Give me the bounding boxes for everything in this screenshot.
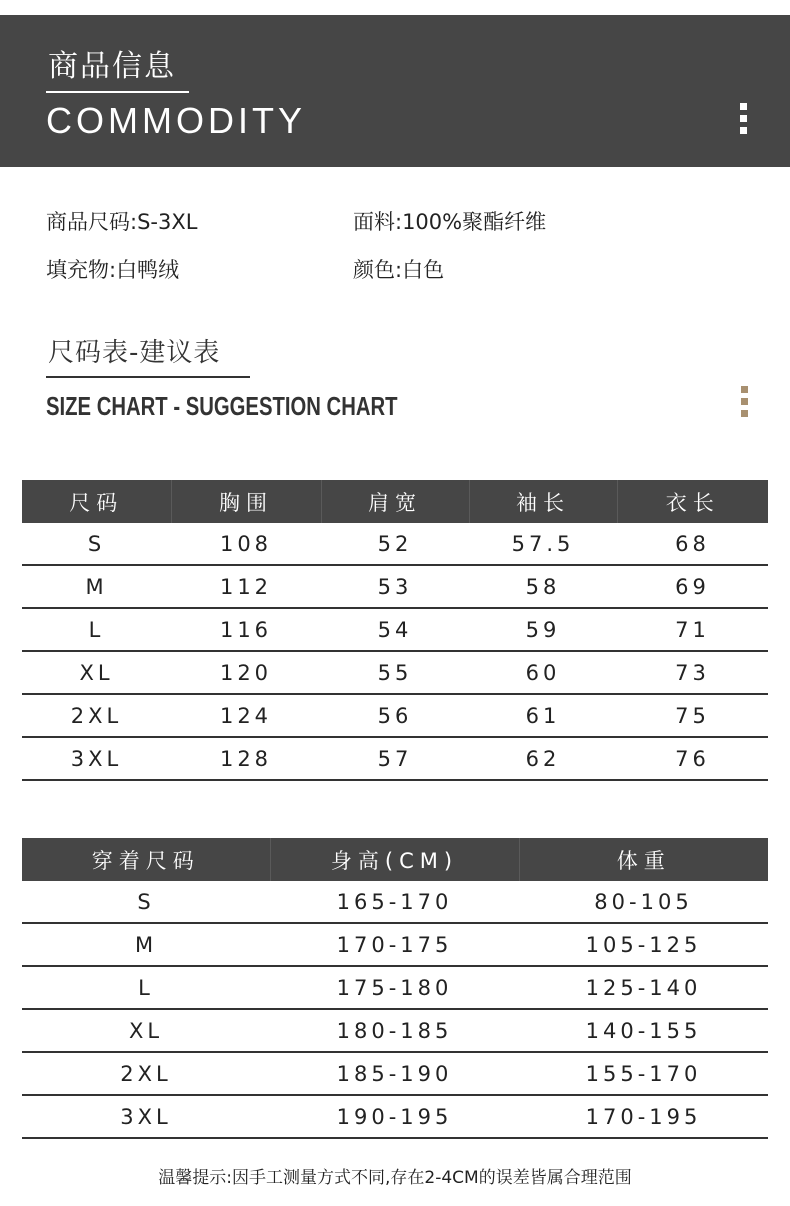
table-cell: 165-170 — [270, 881, 519, 923]
table-cell: 55 — [321, 651, 469, 694]
table-cell: 116 — [171, 608, 321, 651]
footnote: 温馨提示:因手工测量方式不同,存在2-4CM的误差皆属合理范围 — [158, 1168, 632, 1188]
table-cell: 180-185 — [270, 1009, 519, 1052]
table-cell: 170-175 — [270, 923, 519, 966]
table-cell: 69 — [617, 565, 768, 608]
table-cell: 112 — [171, 565, 321, 608]
table-row — [22, 737, 768, 780]
size-section-title-en: SIZE CHART - SUGGESTION CHART — [46, 391, 398, 421]
table-cell: 56 — [321, 694, 469, 737]
size-table-header: 胸围 — [171, 480, 321, 523]
size-section-divider — [46, 376, 250, 378]
header-banner — [0, 15, 790, 167]
table-cell: 2XL — [22, 1052, 270, 1095]
table-cell: 3XL — [22, 1095, 270, 1138]
table-row — [22, 1052, 768, 1095]
header-title-cn: 商品信息 — [48, 49, 176, 84]
table-cell: 73 — [617, 651, 768, 694]
table-cell: 155-170 — [519, 1052, 768, 1095]
fit-table-header-row — [22, 838, 768, 881]
table-cell: 75 — [617, 694, 768, 737]
table-cell: 59 — [469, 608, 617, 651]
table-cell: 124 — [171, 694, 321, 737]
vertical-dots-icon — [740, 103, 747, 139]
table-cell: M — [22, 923, 270, 966]
table-row — [22, 923, 768, 966]
table-cell: 57.5 — [469, 523, 617, 565]
table-cell: XL — [22, 651, 171, 694]
info-size: 商品尺码:S-3XL — [46, 210, 198, 234]
table-cell: 54 — [321, 608, 469, 651]
table-cell: 190-195 — [270, 1095, 519, 1138]
table-cell: 80-105 — [519, 881, 768, 923]
table-cell: 2XL — [22, 694, 171, 737]
size-section-title-cn: 尺码表-建议表 — [48, 338, 221, 368]
table-cell: 58 — [469, 565, 617, 608]
table-cell: 68 — [617, 523, 768, 565]
table-row — [22, 1009, 768, 1052]
fit-table-header: 穿着尺码 — [22, 838, 270, 881]
table-cell: 120 — [171, 651, 321, 694]
table-cell: 105-125 — [519, 923, 768, 966]
size-table — [22, 480, 768, 781]
table-cell: L — [22, 608, 171, 651]
size-table-header-row — [22, 480, 768, 523]
size-table-header: 衣长 — [617, 480, 768, 523]
table-cell: 62 — [469, 737, 617, 780]
table-cell: S — [22, 523, 171, 565]
table-row — [22, 523, 768, 565]
info-color: 颜色:白色 — [353, 258, 445, 282]
table-row — [22, 966, 768, 1009]
table-cell: 60 — [469, 651, 617, 694]
table-row — [22, 694, 768, 737]
table-cell: S — [22, 881, 270, 923]
table-cell: L — [22, 966, 270, 1009]
table-cell: 57 — [321, 737, 469, 780]
header-divider — [46, 91, 189, 93]
table-cell: 71 — [617, 608, 768, 651]
header-title-en: COMMODITY — [46, 100, 306, 141]
size-table-header: 袖长 — [469, 480, 617, 523]
table-cell: 125-140 — [519, 966, 768, 1009]
table-cell: 170-195 — [519, 1095, 768, 1138]
table-cell: XL — [22, 1009, 270, 1052]
table-cell: 76 — [617, 737, 768, 780]
fit-table-header: 身高(CM) — [270, 838, 519, 881]
size-table-header: 尺码 — [22, 480, 171, 523]
info-fabric: 面料:100%聚酯纤维 — [353, 210, 547, 234]
info-filling: 填充物:白鸭绒 — [46, 258, 180, 282]
fit-table — [22, 838, 768, 1139]
table-cell: 52 — [321, 523, 469, 565]
table-cell: 3XL — [22, 737, 171, 780]
table-cell: 140-155 — [519, 1009, 768, 1052]
table-row — [22, 608, 768, 651]
fit-table-header: 体重 — [519, 838, 768, 881]
table-cell: 53 — [321, 565, 469, 608]
table-cell: 175-180 — [270, 966, 519, 1009]
table-cell: 108 — [171, 523, 321, 565]
table-cell: 61 — [469, 694, 617, 737]
table-row — [22, 565, 768, 608]
table-row — [22, 1095, 768, 1138]
table-cell: 185-190 — [270, 1052, 519, 1095]
size-table-header: 肩宽 — [321, 480, 469, 523]
table-cell: M — [22, 565, 171, 608]
table-row — [22, 881, 768, 923]
table-cell: 128 — [171, 737, 321, 780]
vertical-dots-icon — [741, 386, 748, 422]
table-row — [22, 651, 768, 694]
